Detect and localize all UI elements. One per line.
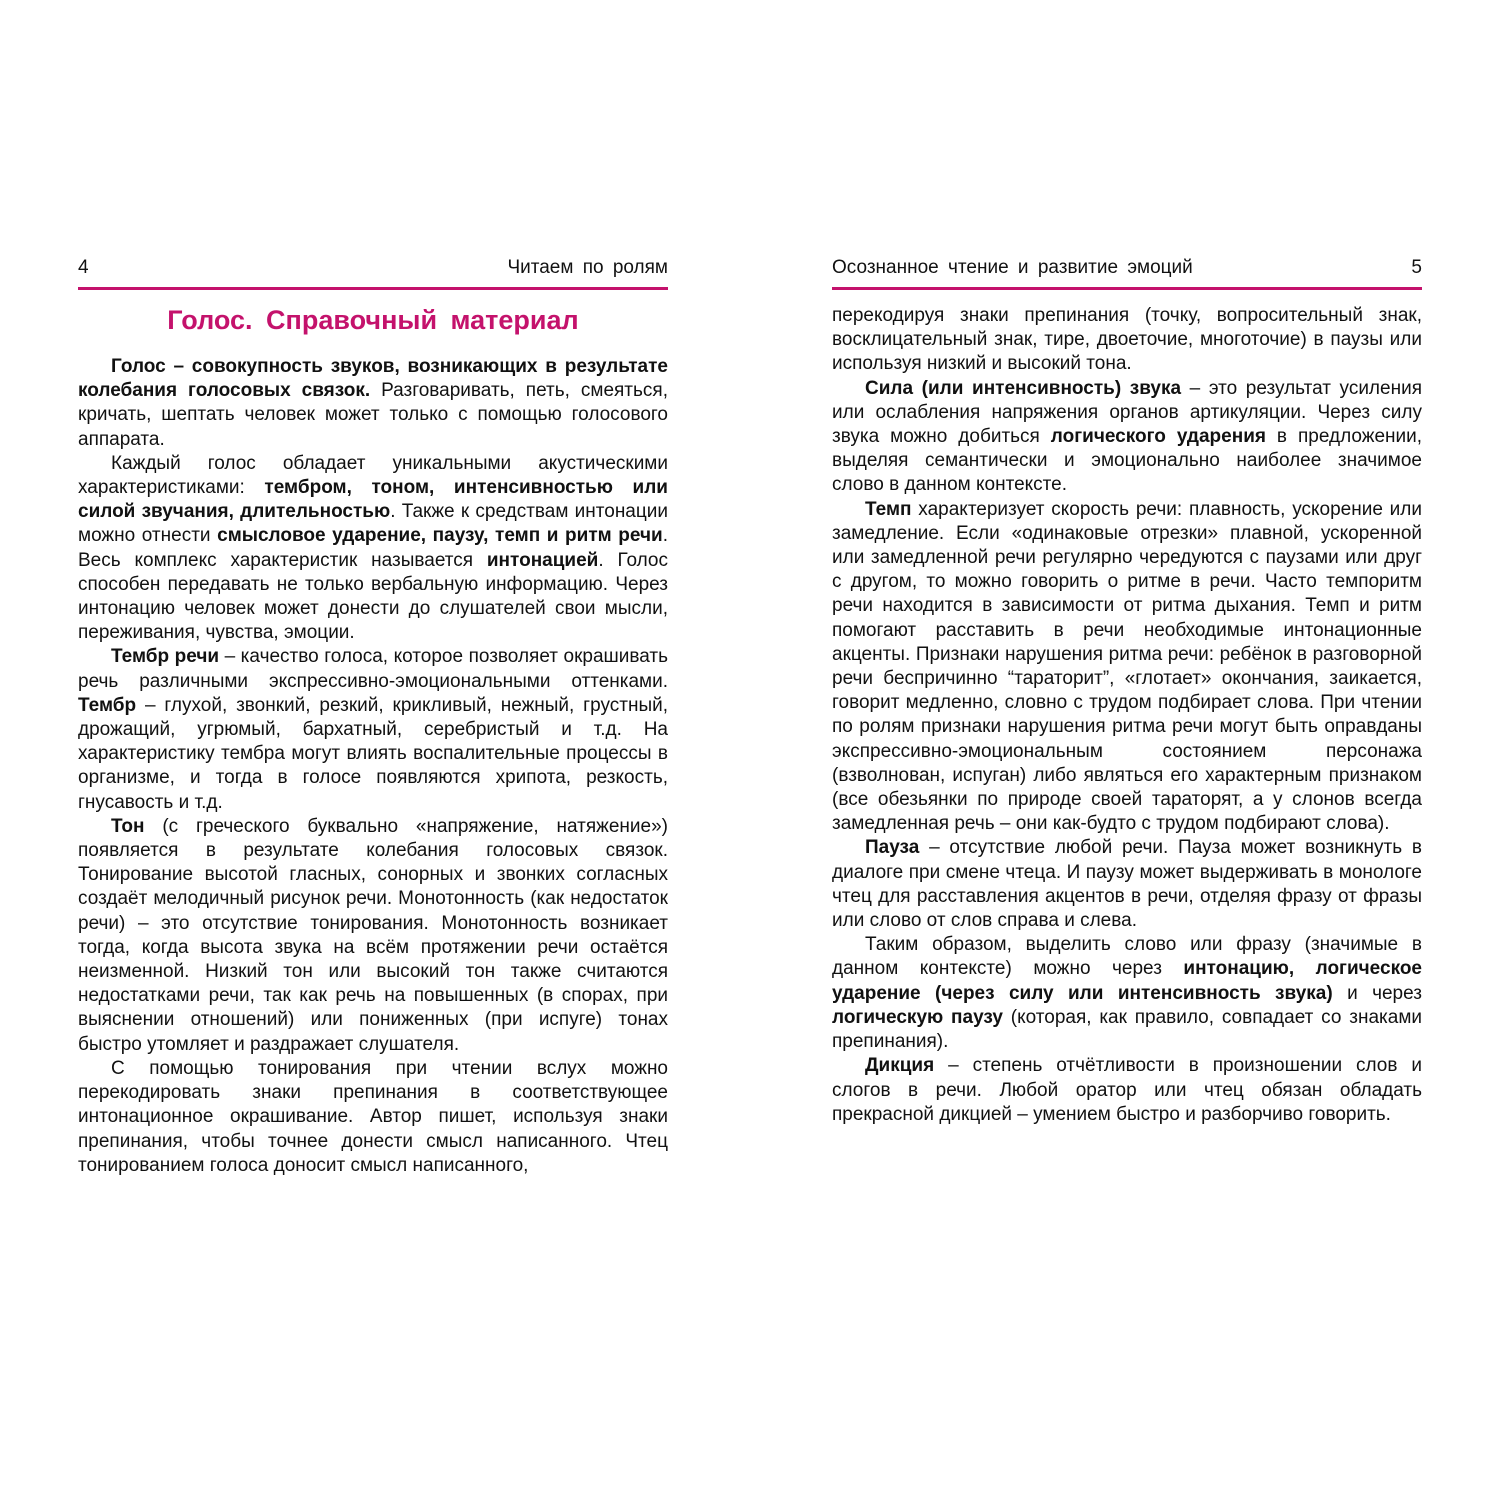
paragraph-text: – глухой, звонкий, резкий, крикливый, нежный, грустный, дрожащий, угрюмый, бархатный, серебристый и т.д. На характеристику тембра могут влиять воспалительные процессы в организме, и тогда в голосе появляются хрипота, резкость, гнусавость и т.д.: [78, 694, 668, 813]
bold-term: Голос – совокупность звуков, возникающих в результате колебания голосовых связок.: [78, 356, 668, 402]
paragraph-tembr: [78, 645, 668, 814]
bold-term: Тембр речи: [111, 646, 220, 668]
bold-term: интонацией: [486, 549, 599, 571]
page-number: 5: [1411, 257, 1422, 278]
paragraph-golos: [78, 355, 668, 452]
left-body-text: [78, 355, 668, 1178]
paragraph-text: перекодируя знаки препинания (точку, вопросительный знак, восклицательный знак, тире, двоеточие, многоточие) в паузы или используя низкий и высокий тона.: [832, 305, 1422, 375]
bold-term: Тон: [111, 815, 145, 837]
paragraph-takim-obrazom: [832, 933, 1422, 1054]
bold-term: Сила (или интенсивность) звука: [865, 377, 1182, 399]
bold-term: Пауза: [865, 837, 920, 859]
header-rule: [78, 287, 668, 290]
bold-term: интонацию, логическое ударение (через силу или интенсивность звука): [832, 958, 1422, 1004]
paragraph-text: характеризует скорость речи: плавность, ускорение или замедление. Если «одинаковые отрезки» плавной, ускоренной или замедленной речи регулярно чередуются с паузами или друг с другом, то можно говорить о ритме в речи. Часто темпоритм речи находится в зависимости от ритма дыхания. Темп и ритм помогают расставить в речи необходимые интонационные акценты. Признаки нарушения ритма речи: ребёнок в разговорной речи беспричинно “тараторит”, «глотает» окончания, заикается, говорит медленно, словно с трудом подбирает слова. При чтении по ролям признаки нарушения ритма речи могут быть оправданы экспрессивно-эмоциональным состоянием персонажа (взволнован, испуган) либо являться его характерным признаком (все обезьянки по природе своей тараторят, а у слонов всегда замедленная речь – они как-будто с трудом подбирают слова).: [832, 498, 1422, 835]
paragraph-text: – отсутствие любой речи. Пауза может возникнуть в диалоге при смене чтеца. И паузу может выдерживать в монологе чтец для расставления акцентов в речи, отделяя фразу от фразы или слово от слов справа и слева.: [832, 837, 1422, 932]
right-body-text: [832, 304, 1422, 1127]
paragraph-tonirovanie: [78, 1057, 668, 1178]
paragraph-text: Таким образом, выделить слово или фразу (значимые в данном контексте) можно через: [832, 934, 1422, 980]
bold-term: тембром, тоном, интенсивностью или силой звучания, длительностью: [78, 477, 668, 523]
paragraph-text: – степень отчётливости в произношении слов и слогов в речи. Любой оратор или чтец обязан обладать прекрасной дикцией – умением быстро и разборчиво говорить.: [832, 1055, 1422, 1125]
paragraph-text: и через: [1332, 982, 1422, 1004]
paragraph-dikciya: [832, 1054, 1422, 1127]
paragraph-text: – это результат усиления или ослабления напряжения органов артикуляции. Через силу звука можно добиться: [832, 377, 1422, 448]
paragraph-text: . Весь комплекс характеристик называется: [78, 525, 668, 571]
bold-term: Тембр: [78, 694, 137, 716]
bold-term: Дикция: [865, 1055, 935, 1077]
bold-term: логического ударения: [1050, 426, 1266, 448]
left-running-header: [78, 256, 668, 280]
paragraph-ton: [78, 815, 668, 1057]
right-running-header: [832, 256, 1422, 280]
bold-term: Темп: [865, 498, 912, 520]
paragraph-text: в предложении, выделяя семантически и эмоционально наиболее значимое слово в данном контексте.: [832, 426, 1423, 496]
paragraph-text: Каждый голос обладает уникальными акустическими характеристиками:: [78, 452, 668, 499]
paragraph-text: (которая, как правило, совпадает со знаками препинания).: [832, 1006, 1422, 1053]
paragraph-temp: [832, 498, 1422, 837]
section-title: Голос. Справочный материал: [167, 305, 579, 335]
bold-term: смысловое ударение, паузу, темп и ритм речи: [217, 525, 663, 547]
paragraph-text: (с греческого буквально «напряжение, натяжение») появляется в результате колебания голосовых связок. Тонирование высотой гласных, сонорных и звонких согласных создаёт мелодичный рисунок речи. Монотонность (как недостаток речи) – это отсутствие тонирования. Монотонность возникает тогда, когда высота звука на всём протяжении речи остаётся неизменной. Низкий тон или высокий тон также считаются недостатками речи, так как речь на повышенных (в спорах, при выяснении отношений) или пониженных (при испуге) тонах быстро утомляет и раздражает слушателя.: [78, 815, 668, 1055]
bold-term: логическую паузу: [832, 1006, 1003, 1028]
paragraph-text: Разговаривать, петь, смеяться, кричать, шептать человек может только с помощью голосового аппарата.: [78, 380, 668, 450]
running-header-title: Читаем по ролям: [507, 257, 668, 278]
running-header-title: Осознанное чтение и развитие эмоций: [832, 257, 1193, 278]
paragraph-kazhdyi-golos: [78, 452, 668, 646]
paragraph-text: С помощью тонирования при чтении вслух можно перекодировать знаки препинания в соответствующее интонационное окрашивание. Автор пишет, используя знаки препинания, чтобы точнее донести смысл написанного. Чтец тонированием голоса доносит смысл написанного,: [78, 1057, 668, 1176]
paragraph-sila-zvuka: [832, 377, 1422, 498]
header-rule: [832, 287, 1422, 290]
paragraph-continuation: [832, 304, 1422, 377]
paragraph-text: . Голос способен передавать не только вербальную информацию. Через интонацию человек может донести до слушателей свои мысли, переживания, чувства, эмоции.: [78, 549, 668, 644]
paragraph-text: . Также к средствам интонации можно отнести: [78, 501, 668, 547]
page-number: 4: [78, 257, 89, 278]
paragraph-text: – качество голоса, которое позволяет окрашивать речь различными экспрессивно-эмоциональными оттенками.: [78, 646, 668, 692]
paragraph-pauza: [832, 836, 1422, 933]
